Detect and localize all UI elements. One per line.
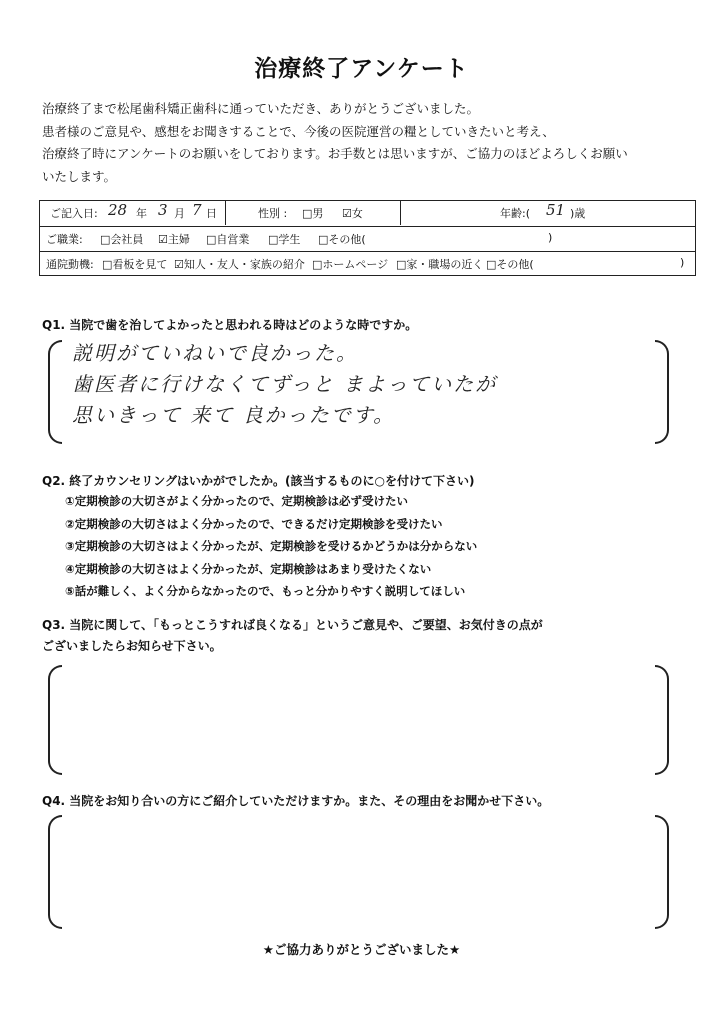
q4-answer-box-left-bracket (48, 815, 62, 929)
q1-answer-line: 歯医者に行けなくてずっと まよっていたが (72, 372, 498, 396)
intro-line: 患者様のご意見や、感想をお聞きすることで、今後の医院運営の糧としていきたいと考え、 (42, 123, 555, 139)
q3-question-line1: Q3. 当院に関して、「もっとこうすれば良くなる」というご意見や、ご要望、お気付きの点が (42, 618, 543, 632)
date-label: ご記入日: (50, 207, 98, 220)
gender-label: 性別 : (258, 207, 288, 220)
intro-text (42, 98, 692, 188)
reason-other-close: ) (680, 256, 685, 269)
info-row-date-gender-age (40, 201, 695, 225)
age-value[interactable]: 51 (546, 201, 566, 219)
occupation-option-employee[interactable]: □会社員 (100, 233, 144, 246)
q4-answer-box-right-bracket (655, 815, 669, 929)
q3-answer-box-right-bracket (655, 665, 669, 775)
divider (400, 201, 401, 225)
occupation-option-housewife[interactable]: ☑主婦 (158, 233, 190, 246)
q2-question: Q2. 終了カウンセリングはいかがでしたか。(該当するものに○を付けて下さい) (42, 474, 475, 488)
page-title: 治療終了アンケート (254, 56, 469, 82)
q2-option[interactable]: ⑤話が難しく、よく分からなかったので、もっと分かりやすく説明してほしい (65, 584, 466, 598)
occupation-option-student[interactable]: □学生 (268, 233, 301, 246)
date-day-value[interactable]: 7 (192, 201, 202, 219)
q1-answer[interactable] (72, 338, 497, 431)
reason-label: 通院動機: (46, 258, 94, 271)
q3-answer-box-left-bracket (48, 665, 62, 775)
gender-female-checkbox[interactable]: ☑女 (342, 207, 363, 220)
footer-thanks: ★ご協力ありがとうございました★ (262, 942, 461, 957)
occupation-option-other[interactable]: □その他( (318, 233, 366, 246)
q3-question-line2: ございましたらお知らせ下さい。 (42, 639, 222, 653)
intro-line: 治療終了時にアンケートのお願いをしております。お手数とは思いますが、ご協力のほどよろしくお願い (42, 146, 628, 161)
occupation-option-self-employed[interactable]: □自営業 (206, 233, 250, 246)
reason-option-referral[interactable]: ☑知人・友人・家族の紹介 (174, 258, 305, 271)
divider (225, 201, 226, 225)
reason-option-signboard[interactable]: □看板を見て (102, 258, 168, 271)
date-month-value[interactable]: 3 (158, 201, 168, 219)
q2-options (65, 490, 477, 603)
q1-answer-line: 説明がていねいで良かった。 (72, 341, 358, 365)
q1-answer-box-left-bracket (48, 340, 62, 444)
gender-male-checkbox[interactable]: □男 (302, 207, 324, 220)
occupation-label: ご職業: (46, 233, 83, 246)
q1-answer-box-right-bracket (655, 340, 669, 444)
q2-option[interactable]: ①定期検診の大切さがよく分かったので、定期検診は必ず受けたい (65, 494, 409, 508)
intro-line: いたします。 (42, 168, 117, 184)
q1-question: Q1. 当院で歯を治してよかったと思われる時はどのような時ですか。 (42, 318, 418, 332)
year-unit: 年 (136, 207, 147, 220)
q2-option[interactable]: ③定期検診の大切さはよく分かったが、定期検診を受けるかどうかは分からない (65, 539, 478, 553)
age-unit: )歳 (570, 207, 586, 220)
day-unit: 日 (206, 207, 217, 220)
q4-question: Q4. 当院をお知り合いの方にご紹介していただけますか。また、その理由をお聞かせ下さい。 (42, 794, 550, 808)
intro-line: 治療終了まで松尾歯科矯正歯科に通っていただき、ありがとうございました。 (42, 101, 480, 116)
q2-option[interactable]: ④定期検診の大切さはよく分かったが、定期検診はあまり受けたくない (65, 561, 432, 576)
respondent-info-table (39, 200, 696, 276)
q2-option[interactable]: ②定期検診の大切さはよく分かったので、できるだけ定期検診を受けたい (65, 516, 443, 531)
reason-option-other[interactable]: □その他( (486, 258, 534, 271)
date-year-value[interactable]: 28 (108, 201, 128, 219)
reason-option-near-home[interactable]: □家・職場の近く (396, 258, 484, 271)
q1-answer-line: 思いきって 来て 良かったです。 (72, 403, 396, 427)
occupation-other-close: ) (548, 231, 553, 244)
reason-option-homepage[interactable]: □ホームページ (312, 258, 389, 271)
info-row-occupation (40, 226, 695, 251)
info-row-reason (40, 251, 695, 275)
age-label: 年齢:( (500, 207, 530, 220)
month-unit: 月 (174, 207, 185, 220)
